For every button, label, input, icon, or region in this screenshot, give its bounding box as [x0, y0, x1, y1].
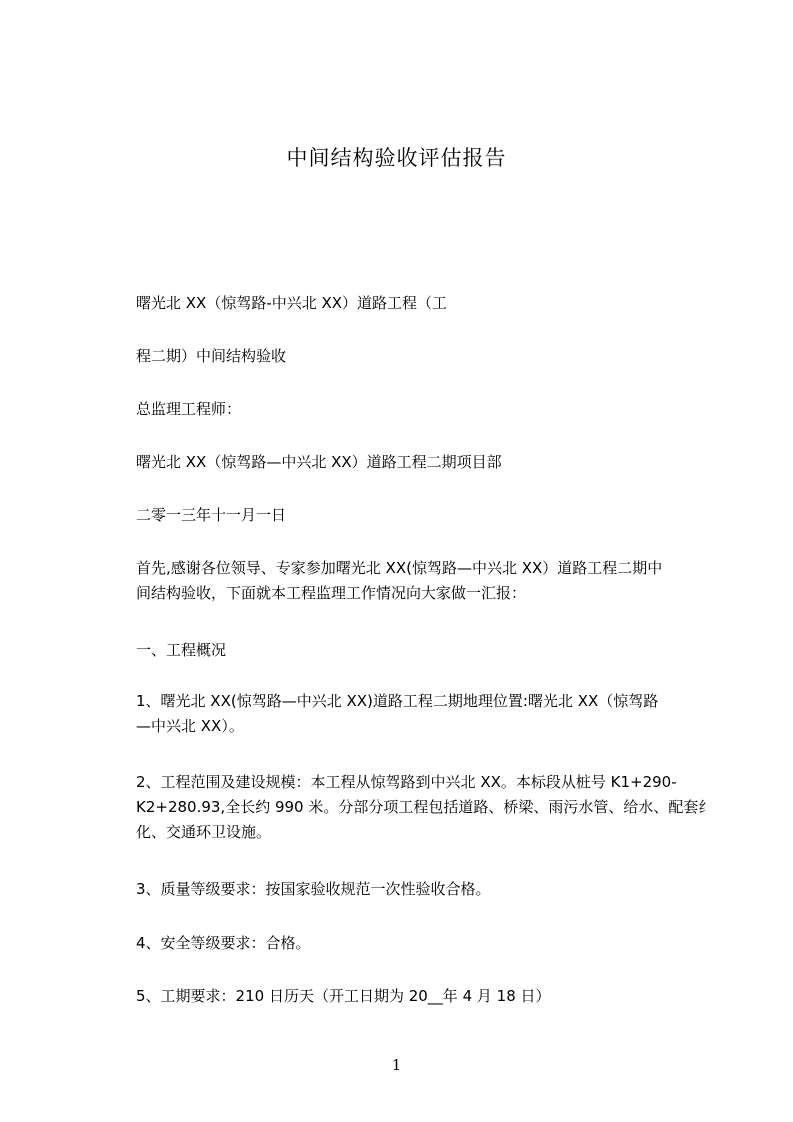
intro-paragraph [136, 556, 709, 606]
item-2-line-3: 化、交通环卫设施。 [136, 823, 272, 841]
cover-line-department: 曙光北 XX（惊驾路—中兴北 XX）道路工程二期项目部 [136, 453, 502, 471]
item-4-line: 4、安全等级要求：合格。 [136, 934, 311, 952]
item-2-line-2: K2+280.93,全长约 990 米。分部分项工程包括道路、桥梁、雨污水管、给水、配套纟 [136, 798, 714, 816]
intro-line-2: 间结构验收，下面就本工程监理工作情况向大家做一汇报： [136, 584, 527, 602]
item-1-line-2: —中兴北 XX）。 [136, 717, 244, 735]
item-5-line: 5、工期要求：210 日历天（开工日期为 20__年 4 月 18 日） [136, 987, 551, 1005]
cover-line-project-cont: 程二期）中间结构验收 [136, 347, 287, 365]
page-title: 中间结构验收评估报告 [286, 146, 507, 170]
intro-line-1: 首先,感谢各位领导、专家参加曙光北 XX(惊驾路—中兴北 XX）道路工程二期中 [136, 559, 663, 577]
cover-line-project: 曙光北 XX（惊驾路-中兴北 XX）道路工程（工 [136, 294, 448, 312]
item-1-paragraph [136, 689, 709, 739]
section-heading: 一、工程概况 [136, 641, 227, 659]
cover-line-date: 二零一三年十一月一日 [136, 506, 287, 524]
cover-line-supervisor: 总监理工程师： [136, 400, 242, 418]
item-2-line-1: 2、工程范围及建设规模：本工程从惊驾路到中兴北 XX。本标段从桩号 K1+290- [136, 773, 677, 791]
item-3-line: 3、质量等级要求：按国家验收规范一次性验收合格。 [136, 880, 491, 898]
item-1-line-1: 1、曙光北 XX(惊驾路—中兴北 XX)道路工程二期地理位置:曙光北 XX（惊驾路 [136, 692, 659, 710]
item-2-paragraph [136, 770, 714, 845]
page-number: 1 [391, 1056, 402, 1074]
